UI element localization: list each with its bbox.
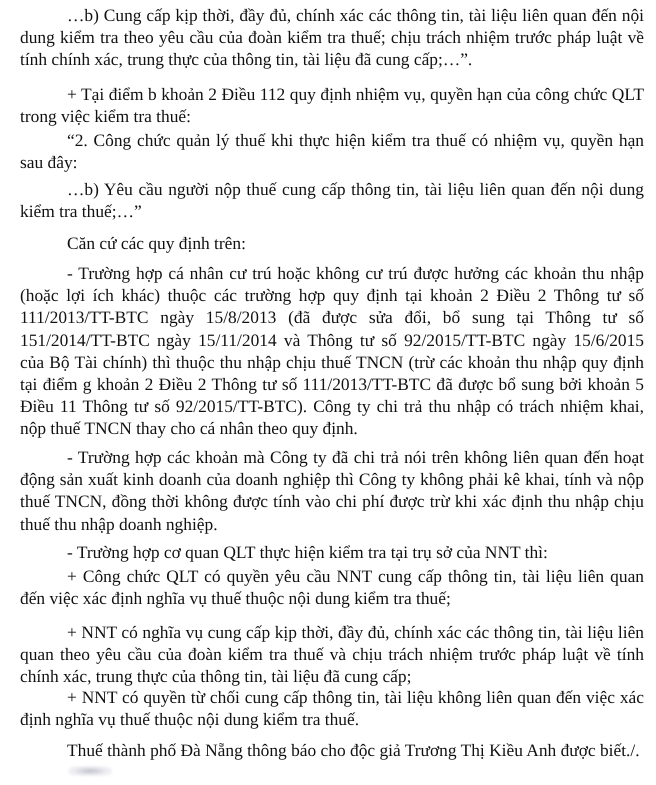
- paragraph-3: “2. Công chức quản lý thuế khi thực hiện kiểm tra thuế có nhiệm vụ, quyền hạn sau đây:: [20, 130, 644, 173]
- paragraph-8: - Trường hợp cơ quan QLT thực hiện kiểm tra tại trụ sở của NNT thì:: [67, 542, 548, 562]
- paragraph-9: + Công chức QLT có quyền yêu cầu NNT cung cấp thông tin, tài liệu liên quan đến việc xác định nghĩa vụ thuế thuộc nội dung kiểm tra thuế;: [20, 566, 644, 609]
- paragraph-7: - Trường hợp các khoản mà Công ty đã chi trả nói trên không liên quan đến hoạt động sản xuất kinh doanh của doanh nghiệp thì Công ty không phải kê khai, tính và nộp thuế TNCN, đồng thời không được tính vào chi phí được trừ khi xác định thu nhập chịu thuế thu nhập doanh nghiệp.: [20, 447, 644, 534]
- paragraph-11: + NNT có quyền từ chối cung cấp thông tin, tài liệu không liên quan đến việc xác định nghĩa vụ thuế thuộc nội dung kiểm tra thuế.: [20, 687, 644, 730]
- paragraph-4: …b) Yêu cầu người nộp thuế cung cấp thông tin, tài liệu liên quan đến nội dung kiểm tra thuế;…”: [20, 179, 644, 222]
- paragraph-10: + NNT có nghĩa vụ cung cấp kịp thời, đầy đủ, chính xác các thông tin, tài liệu liên quan theo yêu cầu của đoàn kiểm tra thuế và chịu trách nhiệm trước pháp luật về tính chính xác, trung thực của thông tin, tài liệu đã cung cấp;: [20, 622, 644, 687]
- paragraph-1: …b) Cung cấp kịp thời, đầy đủ, chính xác các thông tin, tài liệu liên quan đến nội dung kiểm tra theo yêu cầu của đoàn kiểm tra thuế; chịu trách nhiệm trước pháp luật về tính chính xác, trung thực của thông tin, tài liệu đã cung cấp;…”.: [20, 5, 644, 70]
- paragraph-5: Căn cứ các quy định trên:: [67, 233, 246, 253]
- smudge-mark: [68, 766, 112, 776]
- paragraph-6: - Trường hợp cá nhân cư trú hoặc không cư trú được hưởng các khoản thu nhập (hoặc lợi ích khác) thuộc các trường hợp quy định tại khoản 2 Điều 2 Thông tư số 111/2013/TT-BTC ngày 15/8/2013 (đã được sửa đổi, bổ sung tại Thông tư số 151/2014/TT-BTC ngày 15/11/2014 và Thông tư số 92/2015/TT-BTC ngày 15/6/2015 của Bộ Tài chính) thì thuộc thu nhập chịu thuế TNCN (trừ các khoản thu nhập quy định tại điểm g khoản 2 Điều 2 Thông tư số 111/2013/TT-BTC đã được bổ sung bởi khoản 5 Điều 11 Thông tư số 92/2015/TT-BTC). Công ty chi trả thu nhập có trách nhiệm khai, nộp thuế TNCN thay cho cá nhân theo quy định.: [20, 263, 644, 439]
- paragraph-12: Thuế thành phố Đà Nẵng thông báo cho độc giả Trương Thị Kiều Anh được biết./.: [67, 740, 640, 760]
- paragraph-2: + Tại điểm b khoản 2 Điều 112 quy định nhiệm vụ, quyền hạn của công chức QLT trong việc kiểm tra thuế:: [20, 84, 644, 127]
